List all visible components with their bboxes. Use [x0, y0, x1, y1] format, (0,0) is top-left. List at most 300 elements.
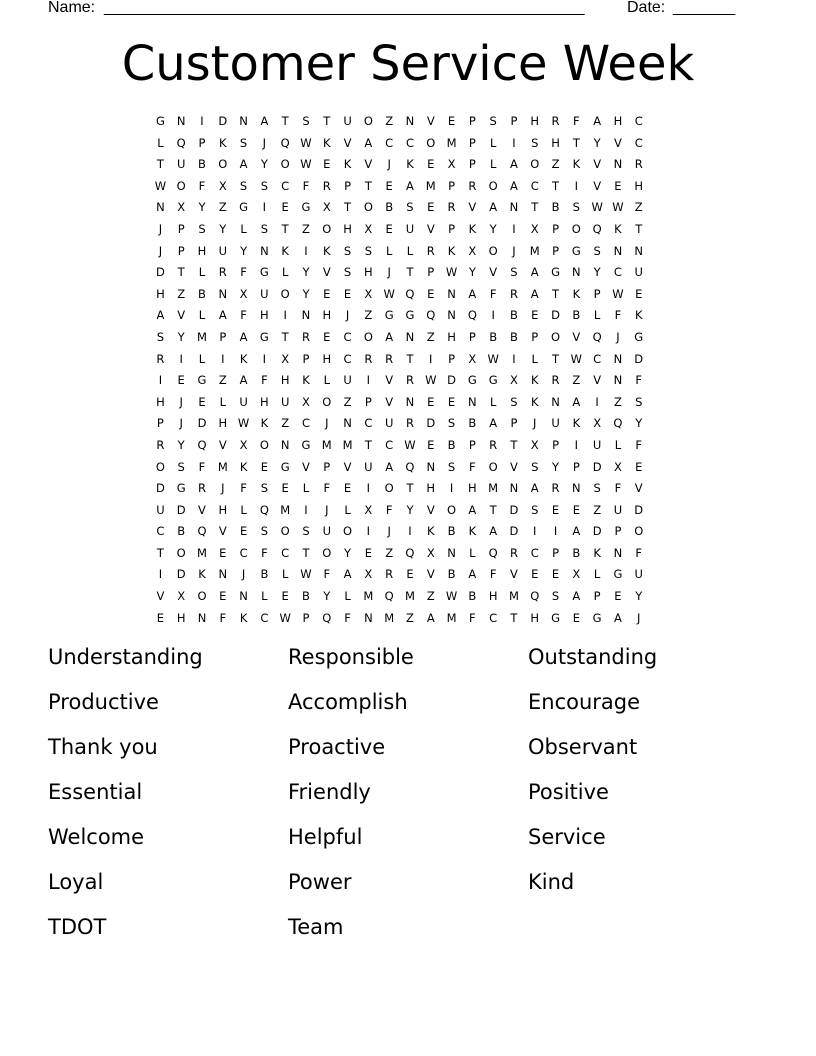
grid-letter: N	[405, 394, 415, 409]
grid-letter: K	[219, 135, 227, 150]
grid-letter: V	[510, 459, 518, 474]
grid-letter: P	[468, 114, 476, 128]
grid-letter: Z	[177, 286, 186, 301]
grid-letter: C	[343, 329, 352, 344]
grid-letter: P	[468, 437, 476, 452]
grid-letter: S	[260, 524, 269, 539]
grid-letter: F	[240, 308, 247, 323]
grid-letter: T	[323, 114, 331, 128]
grid-letter: B	[177, 524, 186, 539]
grid-letter: B	[260, 567, 269, 582]
grid-letter: X	[364, 502, 373, 517]
grid-letter: I	[158, 373, 163, 388]
grid-letter: K	[302, 373, 310, 388]
grid-letter: V	[593, 178, 602, 193]
grid-letter: O	[176, 545, 186, 560]
grid-letter: E	[177, 373, 185, 388]
grid-row	[150, 349, 670, 371]
word-bank-item: Welcome	[48, 825, 145, 849]
grid-letter: P	[448, 221, 456, 236]
grid-letter: W	[404, 437, 416, 452]
grid-letter: Y	[198, 200, 206, 215]
grid-letter: T	[177, 265, 185, 280]
grid-letter: Q	[384, 589, 394, 604]
word-bank-item: Productive	[48, 690, 159, 714]
grid-letter: J	[387, 265, 391, 280]
grid-letter: R	[364, 351, 373, 366]
grid-letter: F	[469, 459, 476, 474]
grid-letter: M	[363, 589, 374, 604]
grid-letter: W	[300, 567, 312, 582]
grid-letter: S	[510, 265, 518, 280]
grid-letter: L	[593, 567, 601, 582]
grid-letter: L	[489, 157, 497, 172]
grid-letter: M	[446, 135, 457, 150]
grid-letter: Q	[280, 135, 290, 150]
grid-letter: Q	[613, 416, 623, 431]
grid-letter: Y	[552, 459, 560, 474]
grid-letter: O	[218, 157, 228, 172]
grid-letter: H	[156, 286, 165, 301]
word-bank-item: Outstanding	[528, 645, 658, 669]
grid-letter: G	[280, 459, 290, 474]
grid-letter: K	[343, 157, 352, 172]
grid-letter: T	[281, 221, 289, 236]
grid-row	[150, 392, 670, 414]
word-bank-item: TDOT	[48, 915, 107, 939]
grid-letter: J	[241, 567, 246, 582]
grid-letter: K	[593, 545, 601, 560]
grid-letter: I	[366, 524, 371, 539]
grid-letter: I	[512, 221, 516, 236]
grid-letter: L	[261, 589, 268, 604]
grid-letter: G	[301, 200, 311, 215]
grid-letter: S	[447, 416, 456, 431]
grid-letter: W	[300, 135, 312, 150]
grid-letter: N	[572, 265, 581, 280]
grid-letter: G	[592, 610, 602, 625]
grid-letter: J	[158, 221, 163, 236]
grid-letter: F	[219, 610, 227, 625]
grid-letter: P	[364, 394, 372, 409]
grid-letter: Y	[593, 265, 601, 280]
grid-letter: X	[302, 394, 310, 409]
grid-row	[150, 154, 670, 176]
grid-letter: O	[197, 589, 207, 604]
grid-letter: P	[156, 416, 164, 431]
grid-letter: U	[551, 416, 560, 431]
grid-row	[150, 284, 670, 306]
word-bank	[48, 640, 768, 955]
grid-letter: Q	[176, 135, 186, 150]
grid-letter: N	[260, 243, 269, 258]
grid-letter: C	[613, 265, 622, 280]
grid-letter: F	[635, 545, 643, 560]
grid-letter: D	[509, 524, 519, 539]
grid-letter: A	[572, 524, 581, 539]
grid-letter: A	[530, 481, 539, 496]
grid-letter: E	[281, 200, 289, 215]
grid-letter: C	[634, 135, 643, 150]
grid-letter: F	[614, 481, 622, 496]
grid-letter: S	[510, 394, 518, 409]
grid-letter: E	[572, 502, 580, 517]
grid-letter: Y	[635, 416, 643, 431]
grid-letter: S	[551, 589, 560, 604]
grid-letter: N	[426, 459, 436, 474]
grid-letter: P	[510, 114, 518, 128]
grid-letter: J	[387, 157, 391, 172]
grid-letter: T	[406, 351, 414, 366]
grid-letter: W	[279, 610, 291, 625]
grid-letter: W	[300, 157, 312, 172]
grid-letter: E	[343, 481, 352, 496]
word-bank-item: Responsible	[288, 645, 414, 669]
grid-letter: Z	[364, 308, 373, 323]
grid-letter: X	[593, 416, 602, 431]
grid-letter: D	[592, 524, 602, 539]
grid-letter: J	[179, 394, 183, 409]
grid-letter: S	[447, 459, 456, 474]
grid-letter: K	[239, 459, 248, 474]
grid-letter: X	[510, 373, 518, 388]
grid-letter: D	[426, 416, 436, 431]
grid-letter: B	[385, 200, 394, 215]
grid-letter: O	[343, 524, 353, 539]
grid-letter: N	[468, 394, 477, 409]
grid-letter: E	[219, 545, 227, 560]
word-bank-item: Positive	[528, 780, 609, 804]
grid-letter: M	[508, 589, 519, 604]
grid-letter: H	[343, 221, 352, 236]
grid-letter: T	[572, 135, 580, 150]
grid-letter: Q	[530, 589, 540, 604]
grid-letter: K	[614, 221, 622, 236]
grid-letter: X	[468, 351, 477, 366]
grid-letter: I	[512, 135, 516, 150]
grid-letter: A	[406, 178, 414, 193]
grid-letter: R	[385, 351, 394, 366]
grid-letter: X	[447, 157, 456, 172]
grid-letter: R	[197, 481, 206, 496]
grid-letter: F	[573, 114, 580, 128]
grid-letter: S	[635, 394, 643, 409]
grid-letter: B	[468, 589, 477, 604]
grid-letter: J	[345, 308, 350, 323]
grid-letter: B	[198, 286, 206, 301]
grid-letter: S	[239, 178, 248, 193]
grid-letter: L	[469, 545, 476, 560]
grid-letter: R	[509, 545, 518, 560]
grid-letter: G	[551, 265, 560, 280]
grid-letter: B	[572, 545, 581, 560]
grid-letter: T	[510, 610, 518, 625]
grid-letter: R	[156, 437, 165, 452]
grid-letter: A	[364, 135, 373, 150]
grid-letter: R	[426, 243, 435, 258]
grid-letter: E	[364, 545, 372, 560]
grid-letter: P	[552, 221, 559, 236]
word-bank-item: Team	[288, 915, 344, 939]
grid-letter: G	[301, 437, 311, 452]
grid-letter: T	[552, 351, 560, 366]
grid-letter: Y	[219, 221, 227, 236]
grid-letter: S	[156, 329, 165, 344]
grid-letter: X	[281, 351, 290, 366]
grid-letter: Y	[406, 502, 414, 517]
grid-letter: P	[219, 329, 227, 344]
word-bank-item: Loyal	[48, 870, 104, 894]
grid-letter: I	[200, 114, 204, 128]
grid-letter: T	[531, 200, 539, 215]
grid-letter: P	[302, 351, 310, 366]
grid-letter: K	[239, 610, 248, 625]
grid-letter: I	[262, 351, 267, 366]
grid-letter: N	[613, 243, 623, 258]
grid-letter: T	[364, 178, 372, 193]
grid-letter: S	[593, 481, 601, 496]
grid-letter: E	[406, 567, 414, 582]
grid-row	[150, 521, 670, 543]
grid-letter: N	[218, 286, 228, 301]
grid-letter: O	[530, 157, 540, 172]
grid-letter: T	[156, 545, 164, 560]
grid-letter: A	[426, 610, 435, 625]
grid-letter: E	[385, 178, 393, 193]
grid-letter: A	[572, 589, 581, 604]
grid-letter: D	[447, 373, 456, 388]
grid-letter: W	[612, 200, 624, 215]
word-bank-item: Accomplish	[288, 690, 408, 714]
grid-letter: L	[406, 243, 414, 258]
grid-letter: I	[179, 351, 183, 366]
grid-letter: H	[156, 394, 165, 409]
grid-letter: B	[551, 200, 560, 215]
grid-letter: N	[447, 308, 456, 323]
grid-letter: U	[592, 437, 602, 452]
grid-letter: J	[158, 243, 163, 258]
grid-letter: Q	[405, 545, 415, 560]
grid-letter: S	[343, 243, 352, 258]
grid-letter: H	[530, 114, 540, 128]
grid-letter: M	[488, 481, 499, 496]
grid-letter: E	[614, 178, 622, 193]
grid-letter: T	[281, 329, 289, 344]
grid-letter: B	[447, 567, 456, 582]
grid-letter: A	[239, 373, 248, 388]
grid-letter: V	[322, 265, 331, 280]
grid-letter: P	[510, 416, 518, 431]
grid-letter: I	[366, 481, 371, 496]
grid-letter: Y	[240, 243, 248, 258]
grid-letter: F	[240, 265, 247, 280]
grid-letter: T	[510, 437, 518, 452]
grid-letter: Z	[593, 502, 602, 517]
grid-letter: I	[595, 394, 599, 409]
date-field[interactable]: _______	[673, 0, 736, 16]
grid-letter: G	[197, 373, 207, 388]
grid-letter: F	[240, 481, 247, 496]
grid-letter: Z	[613, 394, 622, 409]
grid-letter: N	[218, 567, 228, 582]
grid-letter: B	[572, 308, 581, 323]
grid-letter: H	[322, 351, 332, 366]
grid-letter: V	[364, 157, 373, 172]
grid-letter: O	[259, 437, 269, 452]
grid-letter: Z	[385, 545, 394, 560]
grid-letter: T	[364, 437, 372, 452]
grid-letter: N	[343, 416, 352, 431]
grid-letter: V	[343, 135, 352, 150]
grid-letter: R	[322, 178, 331, 193]
grid-letter: W	[237, 416, 250, 431]
grid-letter: D	[155, 265, 165, 280]
word-bank-item: Kind	[528, 870, 575, 894]
grid-letter: U	[156, 502, 165, 517]
grid-letter: M	[425, 178, 436, 193]
grid-letter: K	[323, 135, 331, 150]
grid-letter: Y	[177, 437, 185, 452]
grid-letter: H	[468, 481, 477, 496]
grid-letter: Q	[197, 524, 207, 539]
grid-letter: S	[198, 221, 206, 236]
grid-letter: P	[323, 459, 331, 474]
grid-letter: Q	[592, 329, 602, 344]
grid-letter: E	[281, 589, 289, 604]
grid-letter: P	[552, 437, 559, 452]
grid-letter: V	[218, 524, 227, 539]
grid-letter: C	[530, 178, 539, 193]
grid-letter: Z	[572, 373, 581, 388]
grid-letter: S	[531, 135, 539, 150]
grid-letter: L	[593, 308, 601, 323]
grid-letter: M	[529, 243, 540, 258]
grid-letter: F	[323, 567, 331, 582]
grid-letter: A	[468, 567, 477, 582]
grid-letter: S	[302, 524, 310, 539]
grid-letter: L	[344, 502, 351, 517]
grid-letter: K	[426, 524, 435, 539]
name-field[interactable]: ______________________________________________________	[104, 0, 585, 16]
grid-letter: E	[198, 394, 206, 409]
grid-letter: H	[364, 265, 373, 280]
grid-letter: V	[572, 329, 581, 344]
grid-letter: O	[280, 524, 290, 539]
grid-letter: O	[634, 524, 644, 539]
date-label: Date:	[627, 0, 666, 16]
grid-letter: F	[635, 437, 643, 452]
grid-letter: X	[177, 200, 186, 215]
grid-letter: W	[591, 200, 603, 215]
grid-row	[150, 327, 670, 349]
grid-letter: P	[468, 135, 476, 150]
grid-letter: Z	[218, 200, 227, 215]
grid-letter: S	[260, 221, 269, 236]
grid-letter: O	[488, 178, 498, 193]
grid-letter: S	[260, 178, 269, 193]
grid-letter: M	[280, 502, 291, 517]
grid-letter: L	[302, 481, 310, 496]
grid-letter: J	[387, 524, 391, 539]
grid-letter: Y	[302, 265, 310, 280]
grid-letter: M	[384, 610, 395, 625]
grid-letter: Y	[260, 157, 268, 172]
grid-letter: K	[260, 416, 269, 431]
grid-letter: V	[426, 114, 435, 128]
grid-letter: M	[197, 329, 207, 344]
grid-letter: S	[239, 135, 248, 150]
grid-letter: A	[468, 502, 477, 517]
grid-letter: I	[574, 178, 579, 193]
grid-letter: U	[176, 157, 186, 172]
grid-letter: V	[634, 481, 643, 496]
grid-letter: A	[239, 329, 248, 344]
grid-row	[150, 241, 670, 263]
grid-letter: I	[262, 200, 267, 215]
grid-row	[150, 564, 670, 586]
grid-letter: T	[344, 200, 352, 215]
grid-letter: N	[613, 373, 623, 388]
grid-letter: R	[551, 373, 560, 388]
grid-row	[150, 176, 670, 198]
grid-letter: E	[343, 286, 352, 301]
grid-letter: C	[385, 135, 394, 150]
header-fields	[48, 0, 748, 20]
grid-letter: F	[261, 373, 268, 388]
grid-letter: J	[221, 481, 225, 496]
grid-letter: L	[240, 221, 247, 236]
word-bank-item: Encourage	[528, 690, 641, 714]
grid-letter: L	[323, 373, 330, 388]
grid-letter: O	[322, 221, 332, 236]
grid-letter: E	[447, 114, 456, 128]
grid-letter: N	[613, 545, 623, 560]
word-bank-item: Proactive	[288, 735, 386, 759]
grid-letter: X	[468, 243, 477, 258]
grid-letter: N	[613, 351, 623, 366]
grid-letter: I	[283, 308, 287, 323]
grid-letter: S	[593, 243, 601, 258]
grid-letter: X	[530, 437, 539, 452]
grid-letter: E	[281, 481, 289, 496]
grid-letter: N	[364, 610, 373, 625]
grid-letter: N	[176, 114, 186, 128]
grid-letter: T	[635, 221, 643, 236]
grid-letter: E	[156, 610, 165, 625]
grid-letter: F	[469, 610, 476, 625]
grid-letter: V	[489, 265, 498, 280]
grid-letter: K	[530, 373, 539, 388]
grid-letter: N	[197, 610, 207, 625]
grid-letter: P	[468, 157, 476, 172]
grid-letter: H	[260, 308, 269, 323]
grid-letter: S	[531, 459, 539, 474]
grid-letter: L	[198, 351, 206, 366]
grid-letter: K	[281, 243, 289, 258]
grid-letter: A	[218, 308, 227, 323]
grid-letter: I	[221, 351, 225, 366]
grid-letter: K	[447, 243, 456, 258]
grid-letter: L	[198, 308, 206, 323]
grid-letter: R	[551, 481, 560, 496]
grid-letter: U	[239, 394, 248, 409]
grid-letter: C	[385, 437, 394, 452]
grid-letter: Y	[635, 589, 643, 604]
grid-letter: A	[530, 265, 539, 280]
grid-letter: G	[259, 329, 269, 344]
grid-letter: D	[509, 502, 519, 517]
grid-letter: S	[364, 243, 373, 258]
